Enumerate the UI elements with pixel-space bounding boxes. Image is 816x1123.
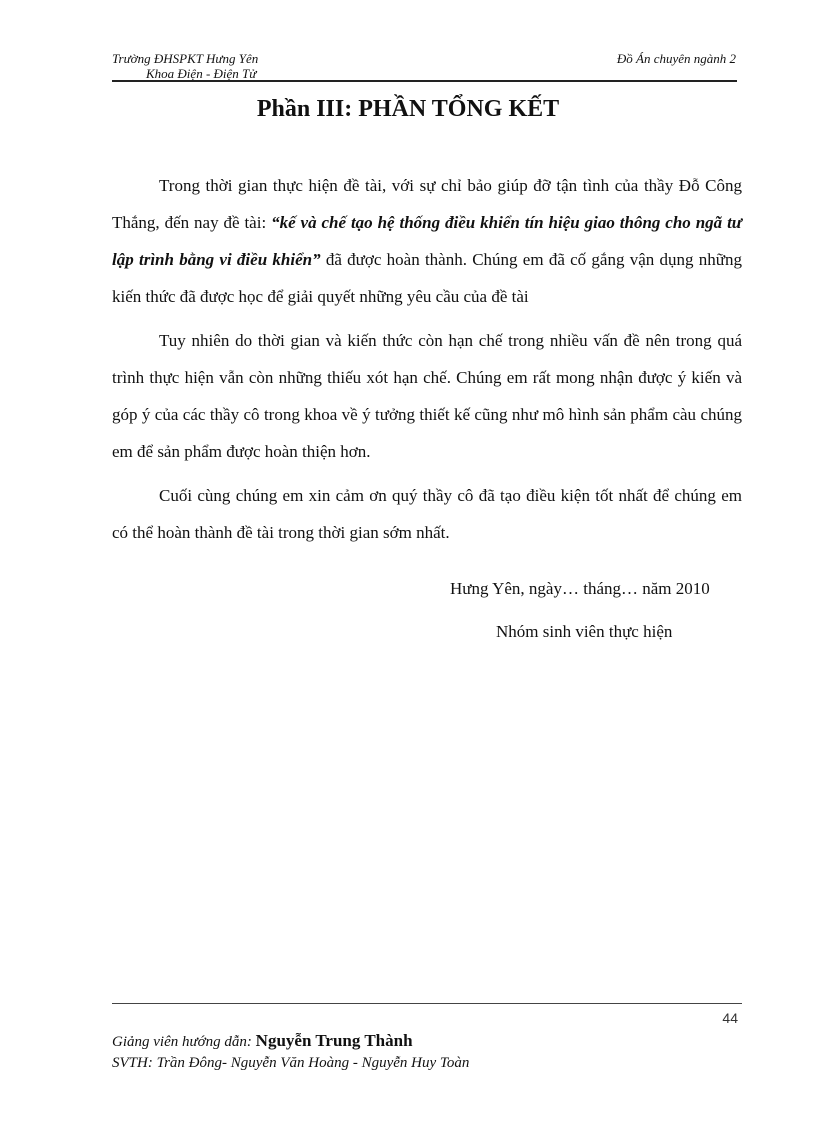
signoff-date: Hưng Yên, ngày… tháng… năm 2010 [450,579,710,598]
advisor-name: Nguyễn Trung Thành [255,1031,413,1050]
advisor-separator: : [246,1034,256,1050]
footer-students: SVTH: Trần Đông- Nguyễn Văn Hoàng - Nguyễn Huy Toàn [112,1055,470,1071]
header-institution [112,51,258,81]
document-body [112,167,742,558]
paragraph-1 [112,167,742,315]
header-divider [112,80,737,82]
paragraph-3: Cuối cùng chúng em xin cảm ơn quý thầy cô đã tạo điều kiện tốt nhất để chúng em có thể hoàn thành đề tài trong thời gian sớm nhất. [112,486,742,542]
footer-divider [112,1003,742,1004]
paragraph-1-outro: đã được hoàn thành. Chúng em đã cố gắng vận dụng những kiến thức đã được học để giải quyết những yêu cầu của đề tài [112,250,742,306]
paragraph-2: Tuy nhiên do thời gian và kiến thức còn hạn chế trong nhiều vấn đề nên trong quá trình thực hiện vẫn còn những thiếu xót hạn chế. Chúng em rất mong nhận được ý kiến và góp ý của các thầy cô trong khoa về ý tưởng thiết kế cũng như mô hình sản phẩm càu chúng em để sản phẩm được hoàn thiện hơn. [112,331,742,461]
header-school: Trường ĐHSPKT Hưng Yên [112,51,259,66]
footer-advisor [112,1031,413,1052]
advisor-label: Giảng viên hướng dẫn [112,1034,247,1050]
paragraph-1-intro: Trong thời gian thực hiện đề tài, với sự chỉ bảo giúp đỡ tận tình của thầy Đỗ Công Thắng, đến nay đề tài: [112,176,742,232]
header-faculty: Khoa Điện - Điện Tử [146,66,257,81]
page-title: Phần III: PHẦN TỔNG KẾT [256,96,560,122]
signoff-group: Nhóm sinh viên thực hiện [496,622,673,641]
header-project: Đồ Án chuyên ngành 2 [616,51,736,66]
project-title-quote: “kế và chế tạo hệ thống điều khiển tín hiệu giao thông cho ngã tư lập trình bằng vi điều khiển” [112,213,742,269]
page-number: 44 [722,1010,738,1026]
